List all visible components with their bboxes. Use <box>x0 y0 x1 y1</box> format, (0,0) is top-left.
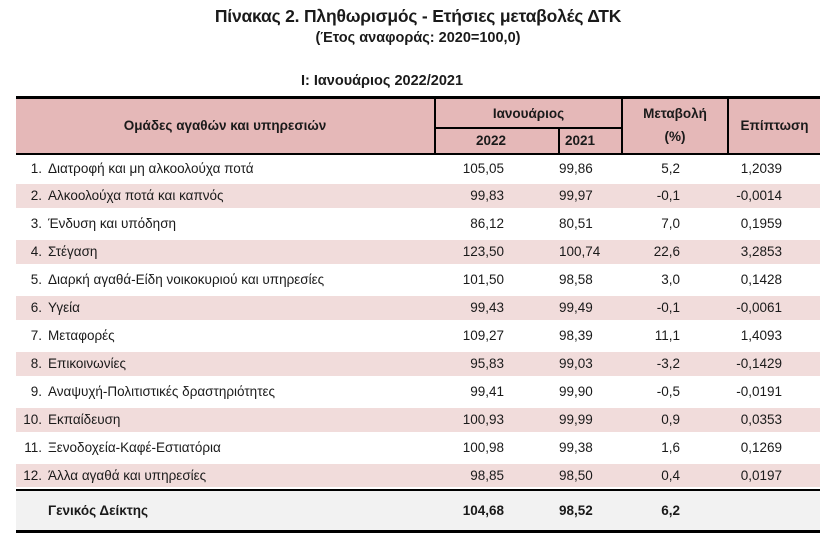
row-label: Εκπαίδευση <box>48 406 435 434</box>
table-row <box>16 434 820 462</box>
value-2021: 99,86 <box>559 160 593 176</box>
table-header <box>16 98 820 154</box>
row-number: 10. <box>16 406 48 434</box>
footer-value-2021: 98,52 <box>559 490 622 532</box>
value-2021: 99,38 <box>559 440 593 455</box>
value-impact: 1,2039 <box>740 160 782 176</box>
value-impact: 0,1428 <box>740 272 782 287</box>
row-label: Διαρκή αγαθά-Είδη νοικοκυριού και υπηρεσίες <box>48 272 325 287</box>
general-index-row <box>16 490 820 532</box>
footer-label: Γενικός Δείκτης <box>48 490 435 532</box>
value-impact: 3,2853 <box>728 238 820 266</box>
row-label: Άλλα αγαθά και υπηρεσίες <box>48 462 435 490</box>
value-2022: 99,43 <box>435 294 559 322</box>
value-2022: 98,85 <box>435 462 559 490</box>
value-2022: 100,93 <box>435 406 559 434</box>
table-row <box>16 154 820 182</box>
value-change: 1,6 <box>661 440 680 455</box>
table-row <box>16 406 820 434</box>
inflation-table <box>16 96 820 533</box>
value-impact: 0,0353 <box>728 406 820 434</box>
value-change: 0,4 <box>622 462 728 490</box>
value-impact: 0,1269 <box>740 440 782 455</box>
row-label: Μεταφορές <box>48 328 115 343</box>
row-number: 4. <box>16 238 48 266</box>
table-body <box>16 154 820 490</box>
row-number: 8. <box>16 350 48 378</box>
value-2022: 95,83 <box>435 350 559 378</box>
table-row <box>16 322 820 350</box>
col-header-change-line1: Μεταβολή <box>643 106 707 122</box>
row-number: 5. <box>30 272 42 287</box>
value-2021: 98,50 <box>559 462 622 490</box>
value-impact: -0,0191 <box>736 384 782 399</box>
value-impact: -0,0014 <box>728 182 820 210</box>
table-row <box>16 294 820 322</box>
table-row <box>16 238 820 266</box>
value-impact: 1,4093 <box>740 328 782 343</box>
value-change: -0,1 <box>622 294 728 322</box>
value-impact: 0,0197 <box>728 462 820 490</box>
row-label: Στέγαση <box>48 238 435 266</box>
value-impact: 0,1959 <box>740 216 782 231</box>
row-label: Αναψυχή-Πολιτιστικές δραστηριότητες <box>48 384 276 399</box>
value-2021: 99,99 <box>559 406 622 434</box>
row-number: 1. <box>30 160 42 176</box>
col-header-change-line2: (%) <box>664 128 686 144</box>
row-number: 2. <box>16 182 48 210</box>
value-change: 0,9 <box>622 406 728 434</box>
table-footer <box>16 490 820 532</box>
value-2021: 99,03 <box>559 350 622 378</box>
period-caption: Ι: Ιανουάριος 2022/2021 <box>300 73 464 89</box>
table-row <box>16 266 820 294</box>
value-2022: 109,27 <box>462 328 504 343</box>
col-header-year-2021: 2021 <box>559 128 622 154</box>
row-number: 3. <box>30 216 42 231</box>
value-change: -0,1 <box>622 182 728 210</box>
row-number: 9. <box>30 384 42 399</box>
row-number: 6. <box>16 294 48 322</box>
value-impact: -0,0061 <box>728 294 820 322</box>
value-2022: 123,50 <box>435 238 559 266</box>
footer-value-impact <box>728 490 820 532</box>
value-2022: 101,50 <box>462 272 504 287</box>
row-label: Διατροφή και μη αλκοολούχα ποτά <box>48 160 254 176</box>
table-row <box>16 378 820 406</box>
value-change: 7,0 <box>661 216 680 231</box>
value-change: 5,2 <box>661 160 680 176</box>
value-2021: 98,39 <box>559 328 593 343</box>
col-header-month-group: Ιανουάριος <box>435 98 622 128</box>
value-2021: 99,49 <box>559 294 622 322</box>
value-change: 22,6 <box>622 238 728 266</box>
row-number: 11. <box>24 440 42 455</box>
value-2022: 86,12 <box>470 216 504 231</box>
table-subtitle: (Έτος αναφοράς: 2020=100,0) <box>315 30 521 46</box>
table-row <box>16 462 820 490</box>
footer-value-2022: 104,68 <box>435 490 559 532</box>
row-label: Αλκοολούχα ποτά και καπνός <box>48 182 435 210</box>
col-header-change <box>622 98 728 154</box>
col-header-year-2022: 2022 <box>435 128 559 154</box>
row-label: Υγεία <box>48 294 435 322</box>
row-number: 12. <box>16 462 48 490</box>
row-label: Επικοινωνίες <box>48 350 435 378</box>
value-change: 11,1 <box>654 328 680 343</box>
footer-number-cell <box>16 490 48 532</box>
row-label: Ένδυση και υπόδηση <box>48 216 177 231</box>
value-change: -0,5 <box>656 384 680 399</box>
value-2022: 99,83 <box>435 182 559 210</box>
table-row <box>16 350 820 378</box>
footer-value-change: 6,2 <box>622 490 728 532</box>
row-number: 7. <box>30 328 42 343</box>
value-change: -3,2 <box>622 350 728 378</box>
table-row <box>16 210 820 238</box>
value-impact: -0,1429 <box>728 350 820 378</box>
value-change: 3,0 <box>661 272 680 287</box>
value-2022: 99,41 <box>470 384 504 399</box>
value-2021: 99,97 <box>559 182 622 210</box>
row-label: Ξενοδοχεία-Καφέ-Εστιατόρια <box>48 440 221 455</box>
value-2022: 105,05 <box>462 160 504 176</box>
table-row <box>16 182 820 210</box>
col-header-impact: Επίπτωση <box>728 98 820 154</box>
value-2021: 100,74 <box>559 238 622 266</box>
value-2021: 80,51 <box>559 216 593 231</box>
value-2021: 99,90 <box>559 384 593 399</box>
table-title: Πίνακας 2. Πληθωρισμός - Ετήσιες μεταβολές ΔΤΚ <box>214 6 622 26</box>
value-2021: 98,58 <box>559 272 593 287</box>
col-header-groups: Ομάδες αγαθών και υπηρεσιών <box>16 98 435 154</box>
value-2022: 100,98 <box>462 440 504 455</box>
